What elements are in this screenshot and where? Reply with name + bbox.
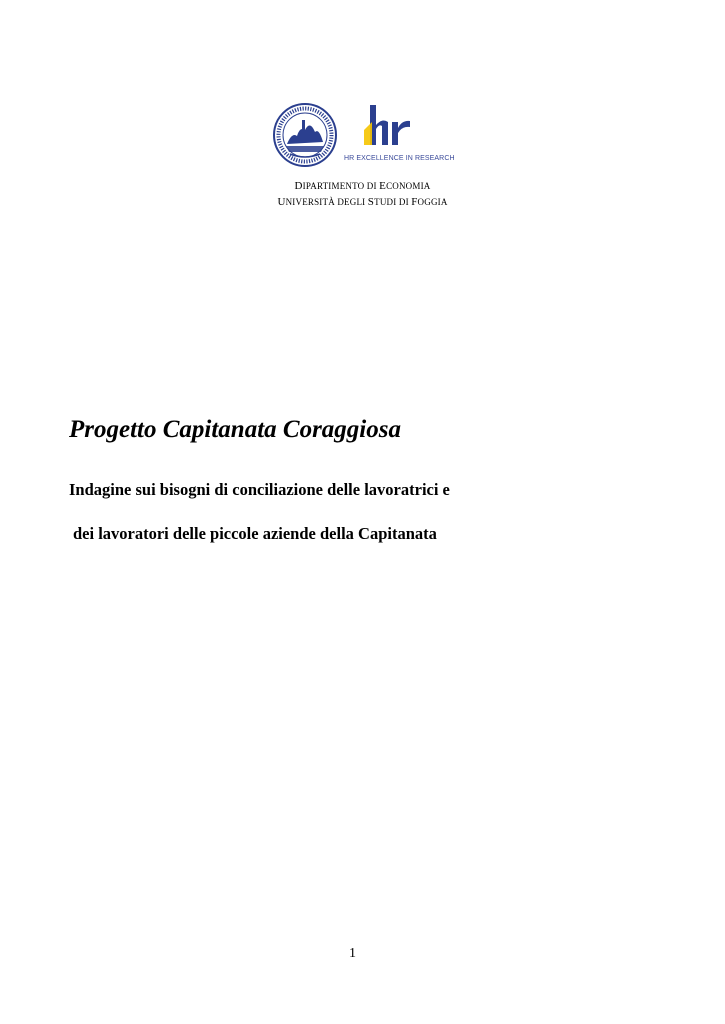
university-seal-icon [272, 102, 338, 168]
document-subtitle-line-2: dei lavoratori delle piccole aziende della Capitanata [73, 524, 437, 543]
page-number: 1 [349, 946, 356, 961]
university-name: UNIVERSITÀ DEGLI STUDI DI FOGGIA [277, 196, 448, 208]
header-logos [272, 100, 462, 168]
document-subtitle-line-1: Indagine sui bisogni di conciliazione delle lavoratrici e [69, 480, 450, 499]
department-name: DIPARTIMENTO DI ECONOMIA [294, 180, 431, 192]
document-title: Progetto Capitanata Coraggiosa [69, 416, 401, 443]
hr-tagline: HR EXCELLENCE IN RESEARCH [344, 155, 455, 162]
